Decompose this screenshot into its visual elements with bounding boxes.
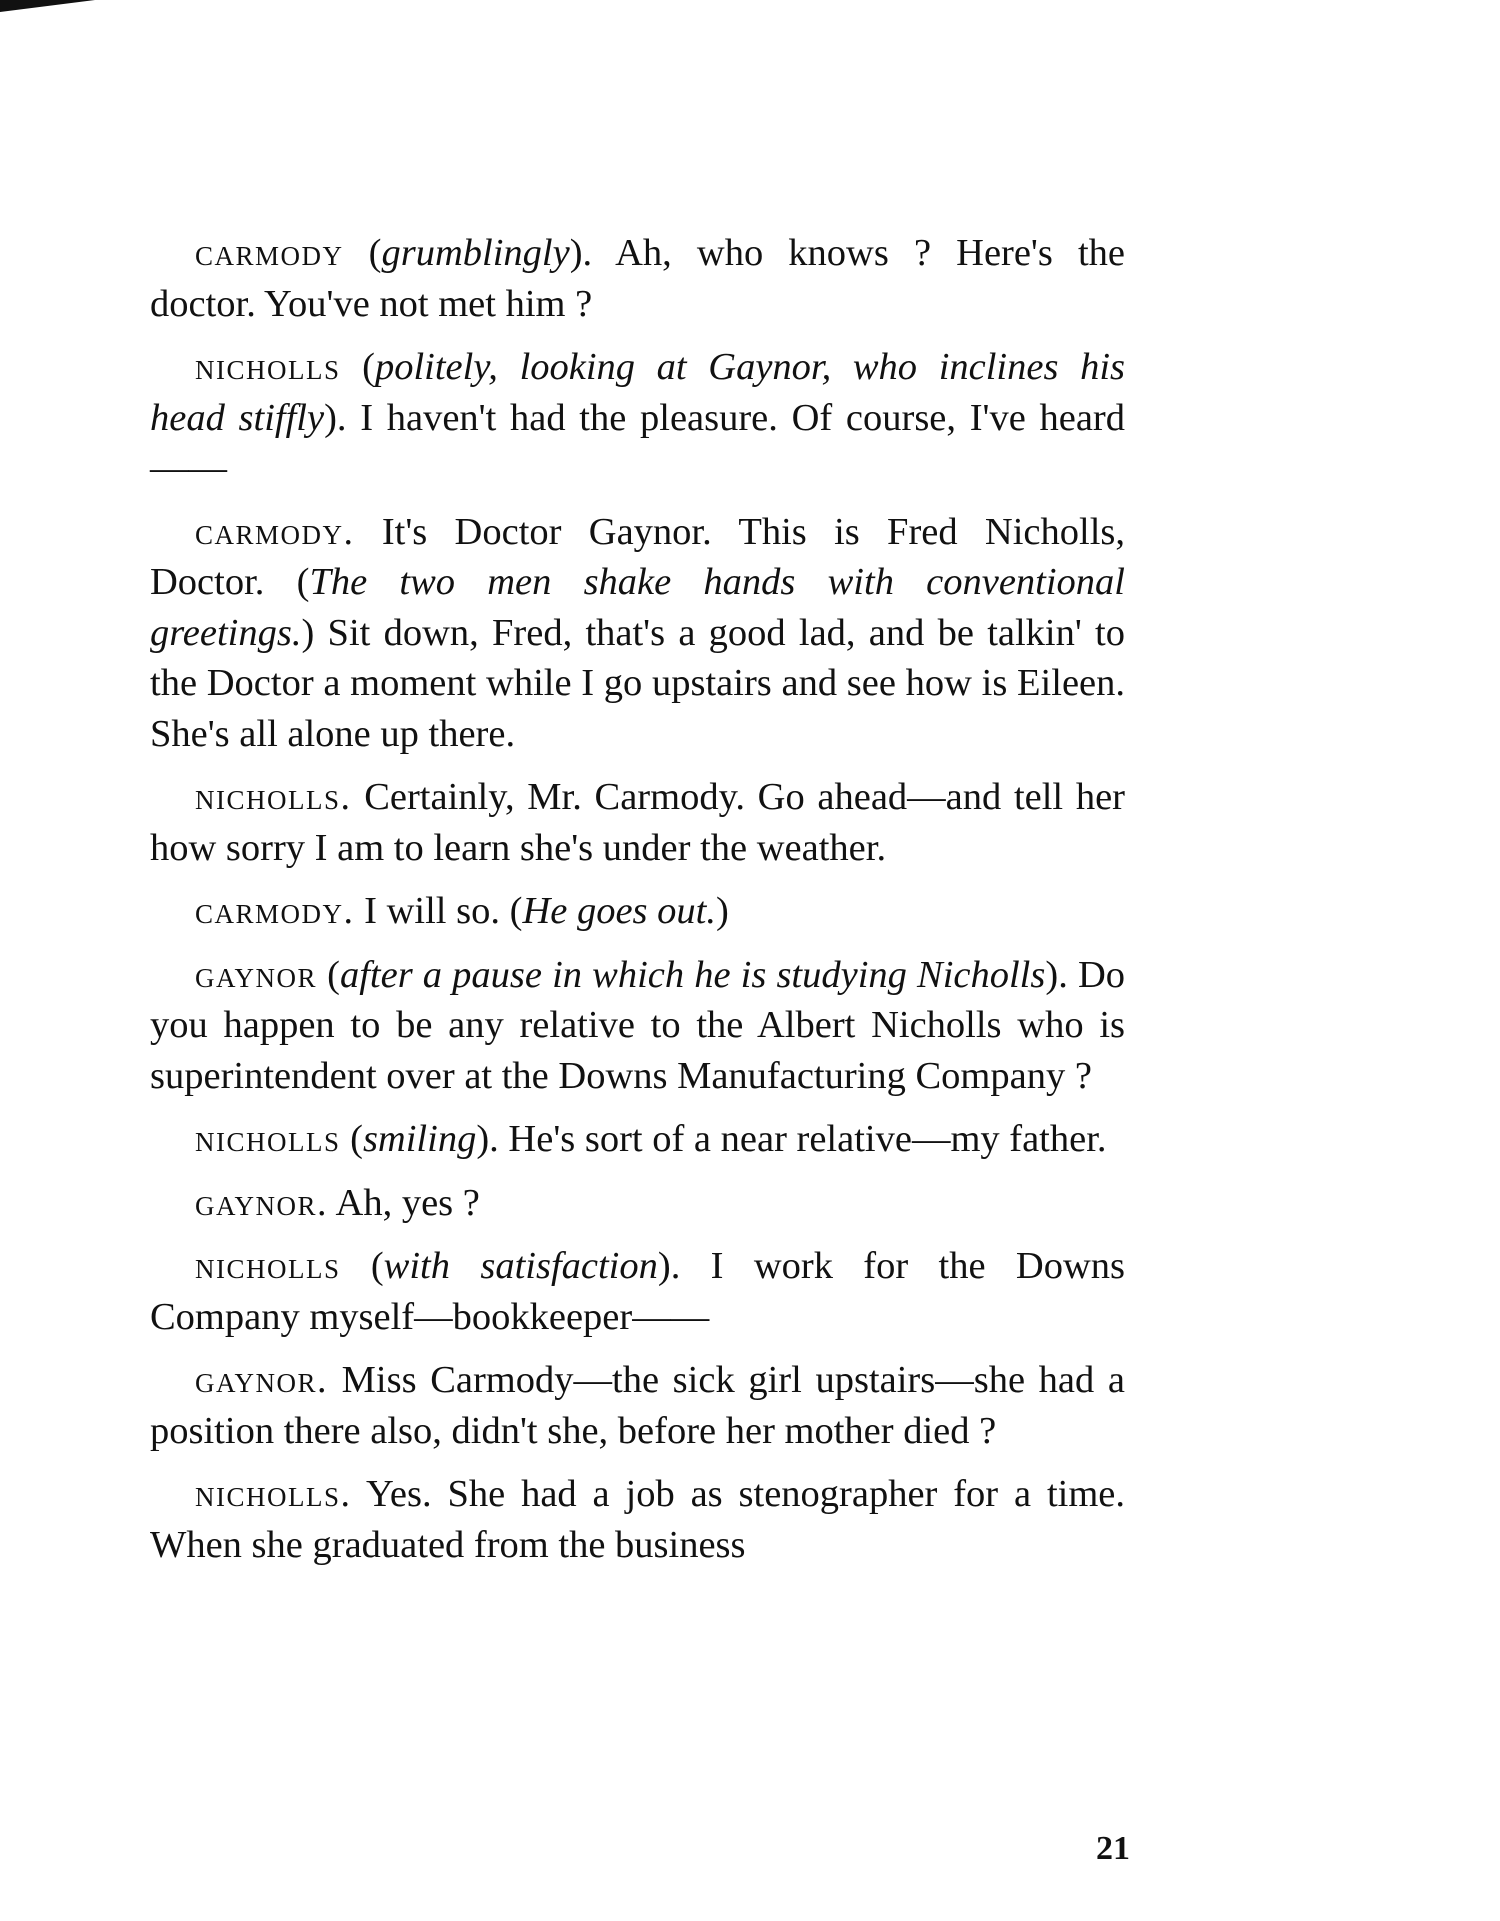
play-text <box>150 228 1125 1583</box>
direction-open: ( <box>340 1245 384 1287</box>
direction-open: ( <box>509 890 523 932</box>
speaker-name: gaynor <box>195 953 318 996</box>
dialogue-paragraph <box>150 342 1125 494</box>
dialogue-text: I work for the Downs Company myself—bookkeeper—— <box>150 1245 1125 1338</box>
dialogue-text: Yes. She had a job as stenographer for a time. When she graduated from the business <box>150 1473 1125 1566</box>
speaker-name: gaynor. <box>195 1359 329 1401</box>
stage-direction: grumblingly <box>381 232 570 274</box>
speaker-name: nicholls. <box>195 1473 352 1515</box>
direction-open: ( <box>343 232 382 274</box>
direction-open: ( <box>317 953 340 996</box>
speaker-name: carmody. <box>195 890 355 932</box>
dialogue-paragraph <box>150 950 1125 1102</box>
page-number: 21 <box>1096 1830 1130 1867</box>
dialogue-text: Ah, yes ? <box>328 1181 480 1224</box>
scan-corner-mark <box>0 0 95 12</box>
dialogue-paragraph <box>150 1178 1125 1229</box>
dialogue-paragraph <box>150 772 1125 873</box>
direction-close: ). <box>1045 953 1068 996</box>
stage-direction: smiling <box>362 1118 477 1160</box>
speaker-name: carmody. <box>195 510 355 553</box>
dialogue-text: Miss Carmody—the sick girl upstairs—she had a position there also, didn't she, before her mother died ? <box>150 1359 1125 1452</box>
dialogue-text: It's Doctor Gaynor. This is Fred Nicholls, Doctor. <box>150 510 1125 603</box>
speaker-name: nicholls <box>195 346 341 388</box>
stage-direction: He goes out. <box>522 890 716 932</box>
dialogue-text: Certainly, Mr. Carmody. Go ahead—and tell her how sorry I am to learn she's under the weather. <box>150 776 1125 869</box>
dialogue-text: I haven't had the pleasure. Of course, I've heard—— <box>150 396 1125 489</box>
dialogue-text: I will so. <box>354 890 510 932</box>
direction-close: ) <box>301 611 315 654</box>
stage-direction: after a pause in which he is studying Nicholls <box>339 953 1046 996</box>
dialogue-paragraph <box>150 507 1125 760</box>
dialogue-text: Sit down, Fred, that's a good lad, and be talkin' to the Doctor a moment while I go upstairs and see how is Eileen. She's all alone up there. <box>150 611 1125 755</box>
dialogue-paragraph <box>150 886 1125 937</box>
direction-open: ( <box>340 346 375 388</box>
dialogue-text: Ah, who knows ? Here's the doctor. You've not met him ? <box>150 232 1125 325</box>
dialogue-text: Do you happen to be any relative to the Albert Nicholls who is superintendent over at the Downs Manufacturing Company ? <box>150 953 1125 1097</box>
direction-close: ). <box>657 1245 681 1287</box>
speaker-name: gaynor. <box>195 1181 329 1224</box>
dialogue-paragraph <box>150 1114 1125 1165</box>
direction-open: ( <box>340 1118 363 1160</box>
speaker-name: nicholls. <box>195 776 352 818</box>
dialogue-paragraph <box>150 1241 1125 1342</box>
direction-close: ). <box>476 1118 499 1160</box>
stage-direction: with satisfaction <box>383 1245 658 1287</box>
speaker-name: carmody <box>195 232 344 274</box>
direction-close: ) <box>715 890 729 932</box>
direction-close: ). <box>569 232 593 274</box>
direction-open: ( <box>296 561 310 603</box>
direction-close: ). <box>324 396 347 439</box>
dialogue-paragraph <box>150 228 1125 329</box>
dialogue-text: He's sort of a near relative—my father. <box>498 1118 1107 1160</box>
dialogue-paragraph <box>150 1469 1125 1570</box>
dialogue-paragraph <box>150 1355 1125 1456</box>
speaker-name: nicholls <box>195 1245 341 1287</box>
speaker-name: nicholls <box>195 1118 341 1160</box>
stage-direction: politely, looking at Gaynor, who inclines his head stiffly <box>150 346 1126 439</box>
stage-direction: The two men shake hands with conventional greetings. <box>150 561 1125 654</box>
